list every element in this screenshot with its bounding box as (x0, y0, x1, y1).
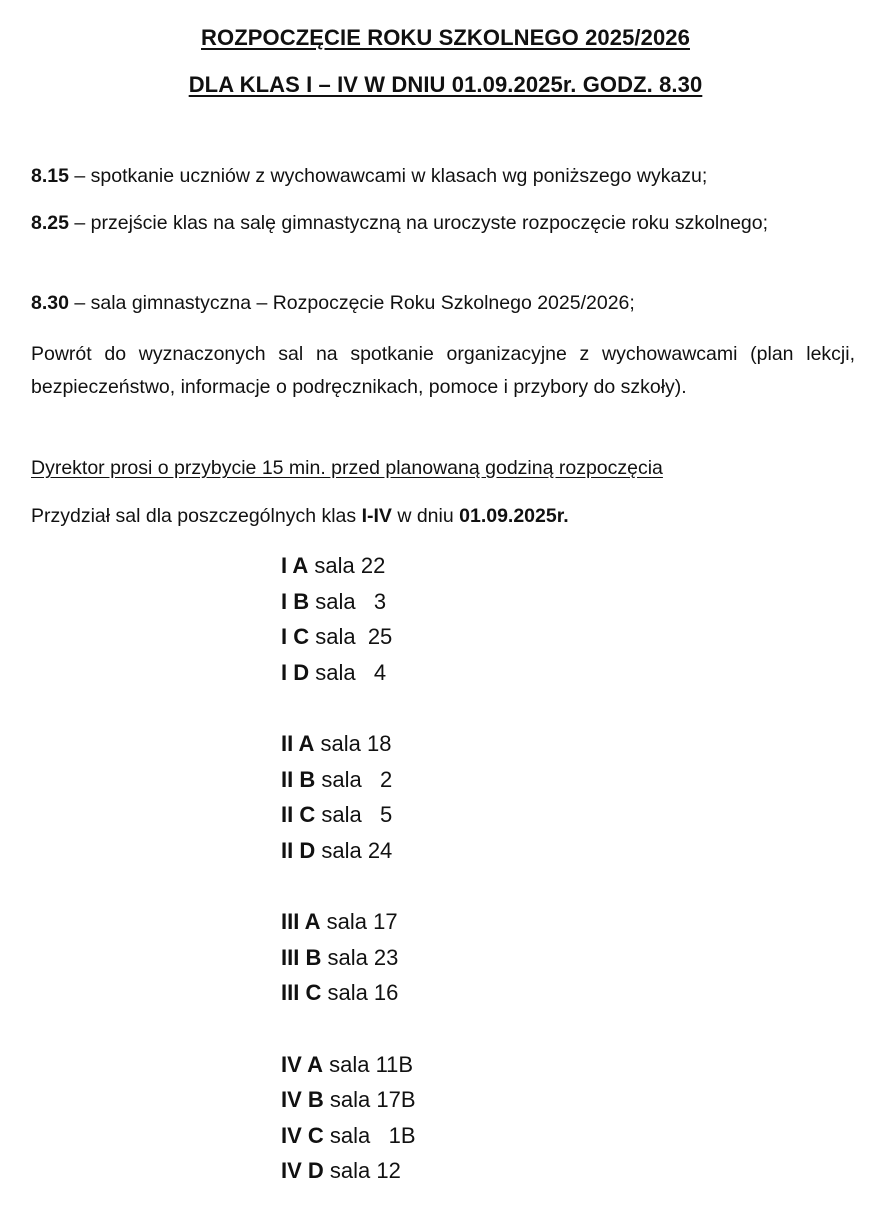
room-row (281, 726, 581, 762)
room-number: sala 2 (315, 766, 393, 792)
class-name: IV B (281, 1087, 324, 1112)
class-name: I D (281, 659, 310, 685)
room-row (281, 797, 581, 833)
schedule-text: – sala gimnastyczna – Rozpoczęcie Roku Szkolnego 2025/2026; (68, 292, 635, 314)
schedule-time: 8.25 (31, 212, 69, 234)
class-name: II B (281, 766, 316, 792)
room-number: sala 24 (315, 837, 393, 863)
room-number: sala 5 (315, 802, 393, 827)
class-name: IV A (281, 1051, 323, 1077)
room-number: sala 22 (308, 553, 386, 578)
room-number: sala 23 (321, 944, 399, 970)
director-note: Dyrektor prosi o przybycie 15 min. przed planowaną godziną rozpoczęcia (31, 457, 663, 479)
room-row (281, 619, 581, 655)
class-name: II C (281, 802, 316, 827)
room-row (281, 1153, 581, 1189)
schedule-time: 8.15 (31, 165, 69, 187)
room-number: sala 17B (323, 1087, 416, 1112)
room-number: sala 1B (323, 1122, 416, 1148)
document-subtitle: DLA KLAS I – IV W DNIU 01.09.2025r. GODZ. 8.30 (188, 72, 703, 97)
room-row (281, 940, 581, 976)
room-number: sala 18 (314, 731, 392, 756)
room-row (281, 1118, 581, 1154)
room-number: sala 12 (323, 1158, 401, 1183)
room-number: sala 11B (322, 1051, 414, 1077)
room-row (281, 584, 581, 620)
room-row (281, 904, 581, 940)
document-title: ROZPOCZĘCIE ROKU SZKOLNEGO 2025/2026 (201, 25, 690, 50)
group-spacer (281, 868, 581, 904)
schedule-text: – przejście klas na salę gimnastyczną na uroczyste rozpoczęcie roku szkolnego; (68, 212, 769, 234)
room-number: sala 4 (309, 659, 387, 685)
assignment-middle: w dniu (391, 505, 460, 527)
schedule-item-825 (31, 207, 855, 240)
room-row (281, 1047, 581, 1083)
room-row (281, 975, 581, 1011)
assignment-date: 01.09.2025r. (459, 505, 569, 527)
schedule-item-830 (31, 287, 855, 320)
class-name: IV C (281, 1122, 324, 1148)
class-name: IV D (281, 1158, 324, 1183)
assignment-classes: I-IV (361, 505, 392, 527)
room-number: sala 3 (309, 588, 387, 614)
class-name: III B (281, 944, 322, 970)
class-name: II D (281, 837, 316, 863)
group-spacer (281, 690, 581, 726)
room-row (281, 655, 581, 691)
room-row (281, 1082, 581, 1118)
room-assignment-heading (31, 500, 855, 533)
class-name: II A (281, 731, 315, 756)
class-name: III C (281, 980, 322, 1005)
class-name: I C (281, 624, 310, 649)
class-name: I B (281, 588, 310, 614)
room-number: sala 25 (309, 624, 393, 649)
room-number: sala 17 (320, 909, 398, 934)
room-number: sala 16 (321, 980, 399, 1005)
return-note: Powrót do wyznaczonych sal na spotkanie organizacyjne z wychowawcami (plan lekcji, bezpieczeństwo, informacje o podręcznikach, pomoce i przybory do szkoły). (31, 343, 855, 398)
group-spacer (281, 1011, 581, 1047)
class-name: III A (281, 909, 321, 934)
class-name: I A (281, 553, 309, 578)
schedule-time: 8.30 (31, 292, 69, 314)
room-row (281, 762, 581, 798)
schedule-item-815 (31, 160, 855, 193)
assignment-prefix: Przydział sal dla poszczególnych klas (31, 505, 362, 527)
room-row (281, 833, 581, 869)
room-list (281, 548, 581, 1189)
room-row (281, 548, 581, 584)
schedule-text: – spotkanie uczniów z wychowawcami w klasach wg poniższego wykazu; (68, 165, 708, 187)
